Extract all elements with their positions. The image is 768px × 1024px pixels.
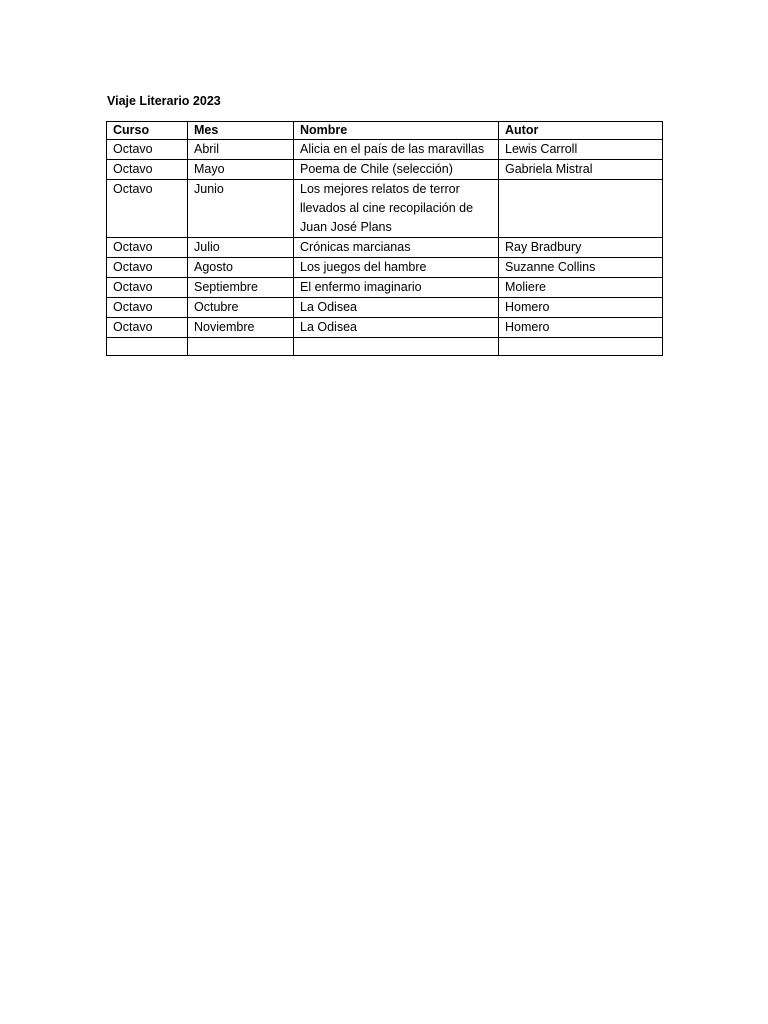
cell-mes: Agosto xyxy=(188,258,294,278)
table-row xyxy=(107,298,663,318)
cell-curso xyxy=(107,338,188,356)
cell-nombre: Crónicas marcianas xyxy=(294,238,499,258)
cell-curso: Octavo xyxy=(107,140,188,160)
cell-mes: Septiembre xyxy=(188,278,294,298)
cell-nombre: Los juegos del hambre xyxy=(294,258,499,278)
column-header-autor: Autor xyxy=(499,122,663,140)
cell-curso: Octavo xyxy=(107,258,188,278)
cell-nombre: Poema de Chile (selección) xyxy=(294,160,499,180)
table-row xyxy=(107,258,663,278)
column-header-mes: Mes xyxy=(188,122,294,140)
table-row xyxy=(107,180,663,238)
cell-autor xyxy=(499,338,663,356)
cell-autor: Suzanne Collins xyxy=(499,258,663,278)
cell-autor: Gabriela Mistral xyxy=(499,160,663,180)
column-header-curso: Curso xyxy=(107,122,188,140)
cell-curso: Octavo xyxy=(107,318,188,338)
cell-autor xyxy=(499,180,663,238)
cell-curso: Octavo xyxy=(107,298,188,318)
cell-mes: Julio xyxy=(188,238,294,258)
cell-autor: Moliere xyxy=(499,278,663,298)
table-row xyxy=(107,238,663,258)
reading-schedule-table xyxy=(106,121,663,356)
cell-mes: Octubre xyxy=(188,298,294,318)
cell-curso: Octavo xyxy=(107,278,188,298)
cell-curso: Octavo xyxy=(107,180,188,238)
cell-mes: Abril xyxy=(188,140,294,160)
cell-nombre: Alicia en el país de las maravillas xyxy=(294,140,499,160)
cell-nombre: La Odisea xyxy=(294,318,499,338)
table-row xyxy=(107,140,663,160)
table-row xyxy=(107,278,663,298)
cell-mes: Junio xyxy=(188,180,294,238)
cell-mes: Mayo xyxy=(188,160,294,180)
cell-autor: Ray Bradbury xyxy=(499,238,663,258)
cell-mes: Noviembre xyxy=(188,318,294,338)
cell-autor: Lewis Carroll xyxy=(499,140,663,160)
cell-autor: Homero xyxy=(499,298,663,318)
cell-curso: Octavo xyxy=(107,238,188,258)
cell-nombre: Los mejores relatos de terror llevados al cine recopilación de Juan José Plans xyxy=(294,180,499,238)
page-title: Viaje Literario 2023 xyxy=(107,94,221,108)
cell-nombre: El enfermo imaginario xyxy=(294,278,499,298)
table-row xyxy=(107,160,663,180)
column-header-nombre: Nombre xyxy=(294,122,499,140)
table-row-empty xyxy=(107,338,663,356)
cell-mes xyxy=(188,338,294,356)
cell-nombre: La Odisea xyxy=(294,298,499,318)
table-header-row xyxy=(107,122,663,140)
table-row xyxy=(107,318,663,338)
cell-nombre xyxy=(294,338,499,356)
cell-curso: Octavo xyxy=(107,160,188,180)
cell-autor: Homero xyxy=(499,318,663,338)
